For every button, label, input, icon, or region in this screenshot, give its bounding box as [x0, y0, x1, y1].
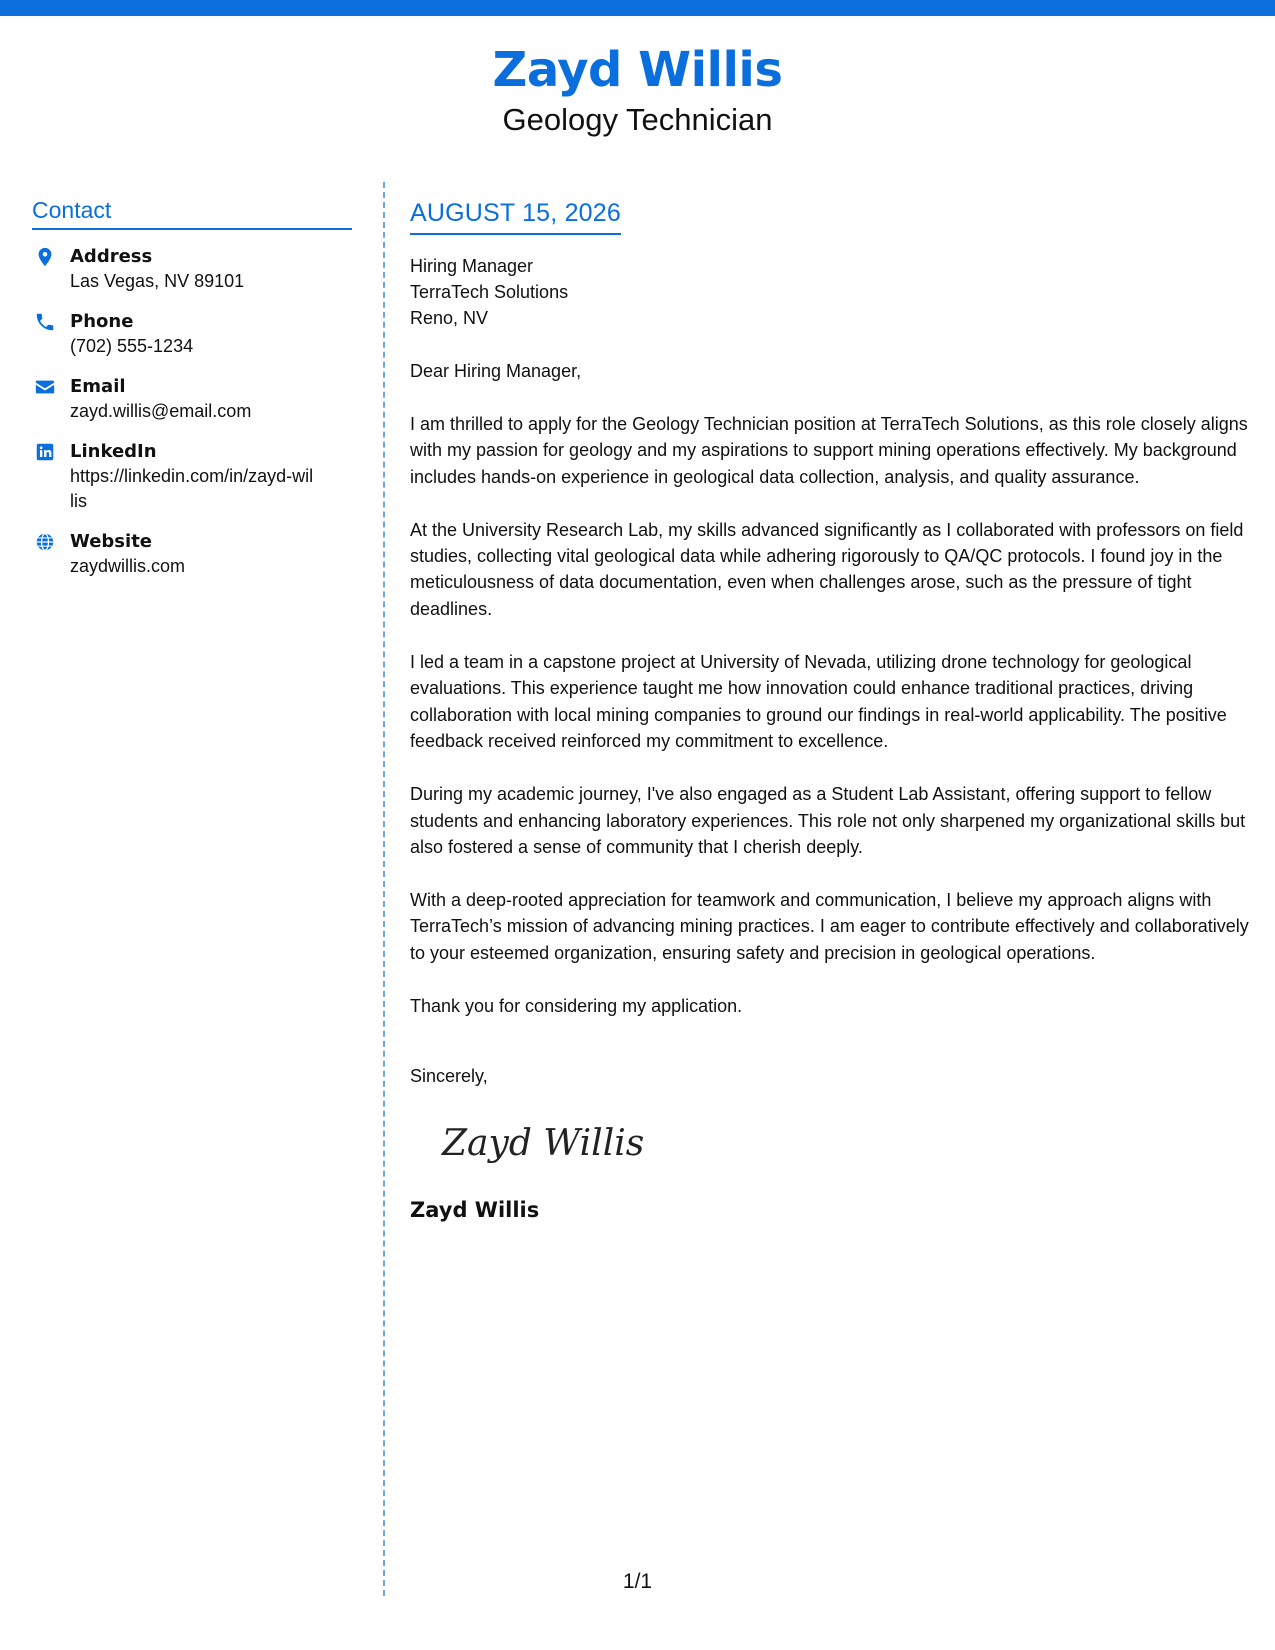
letter-date: AUGUST 15, 2026	[410, 196, 621, 235]
contact-text-address	[70, 244, 352, 294]
page-number: 1/1	[622, 1570, 653, 1593]
signer-name: Zayd Willis	[410, 1198, 540, 1223]
contact-label: Phone	[70, 311, 134, 332]
contact-label: Email	[70, 376, 126, 397]
closing-phrase: Sincerely,	[410, 1066, 488, 1087]
body-paragraph: I am thrilled to apply for the Geology Technician position at TerraTech Solutions, as this role closely aligns with my passion for geology and my aspirations to support mining operations effectively. My background includes hands-on experience in geological data collection, analysis, and quality assurance.	[410, 414, 1248, 487]
contact-text-website	[70, 529, 352, 579]
phone-icon	[34, 311, 56, 333]
recipient-company: TerraTech Solutions	[410, 282, 569, 302]
recipient-location: Reno, NV	[410, 308, 489, 328]
body-paragraph: With a deep-rooted appreciation for teamwork and communication, I believe my approach aligns with TerraTech’s mission of advancing mining practices. I am eager to contribute effectively and collaboratively to your esteemed organization, ensuring safety and precision in geological operations.	[410, 890, 1249, 963]
contact-label: LinkedIn	[70, 441, 157, 462]
linkedin-icon	[34, 441, 56, 463]
document-header	[0, 40, 1275, 140]
contact-text-linkedin	[70, 439, 352, 514]
signature-text: Zayd Willis	[442, 1123, 645, 1165]
applicant-name: Zayd Willis	[492, 42, 783, 98]
globe-icon	[34, 531, 56, 553]
contact-item-phone	[32, 309, 352, 359]
contact-heading: Contact	[32, 196, 352, 230]
body-paragraph: During my academic journey, I've also engaged as a Student Lab Assistant, offering support to fellow students and enhancing laboratory experiences. This role not only sharpened my organizational skills but also fostered a sense of community that I cherish deeply.	[410, 784, 1246, 857]
contact-item-email	[32, 374, 352, 424]
email-value[interactable]: zayd.willis@email.com	[70, 401, 252, 421]
top-accent-bar	[0, 0, 1275, 16]
contact-sidebar	[32, 196, 352, 594]
thank-you-line: Thank you for considering my application.	[410, 996, 743, 1017]
website-value[interactable]: zaydwillis.com	[70, 556, 186, 576]
contact-list	[32, 244, 352, 579]
phone-value: (702) 555-1234	[70, 336, 194, 356]
contact-text-phone	[70, 309, 352, 359]
letter-body	[410, 196, 1250, 1224]
envelope-icon	[34, 376, 56, 398]
body-paragraph: I led a team in a capstone project at University of Nevada, utilizing drone technology for geological evaluations. This experience taught me how innovation could enhance traditional practices, driving collaboration with local mining companies to ground our findings in real-world applicability. The positive feedback received reinforced my commitment to excellence.	[410, 652, 1227, 751]
body-paragraph: At the University Research Lab, my skills advanced significantly as I collaborated with professors on field studies, collecting vital geological data while adhering rigorously to QA/QC protocols. I found joy in the meticulousness of data documentation, even when challenges arose, such as the pressure of tight deadlines.	[410, 519, 1244, 619]
handwritten-signature	[438, 1113, 678, 1173]
salutation: Dear Hiring Manager,	[410, 361, 582, 381]
recipient-block	[410, 253, 1250, 331]
contact-item-address	[32, 244, 352, 294]
contact-item-linkedin	[32, 439, 352, 514]
address-value: Las Vegas, NV 89101	[70, 271, 245, 291]
column-divider	[383, 182, 385, 1596]
contact-label: Website	[70, 531, 153, 552]
job-title: Geology Technician	[502, 102, 773, 137]
contact-item-website	[32, 529, 352, 579]
contact-text-email	[70, 374, 352, 424]
location-pin-icon	[34, 246, 56, 268]
recipient-title: Hiring Manager	[410, 256, 534, 276]
linkedin-value[interactable]: https://linkedin.com/in/zayd-willis	[70, 466, 314, 511]
contact-label: Address	[70, 246, 153, 267]
